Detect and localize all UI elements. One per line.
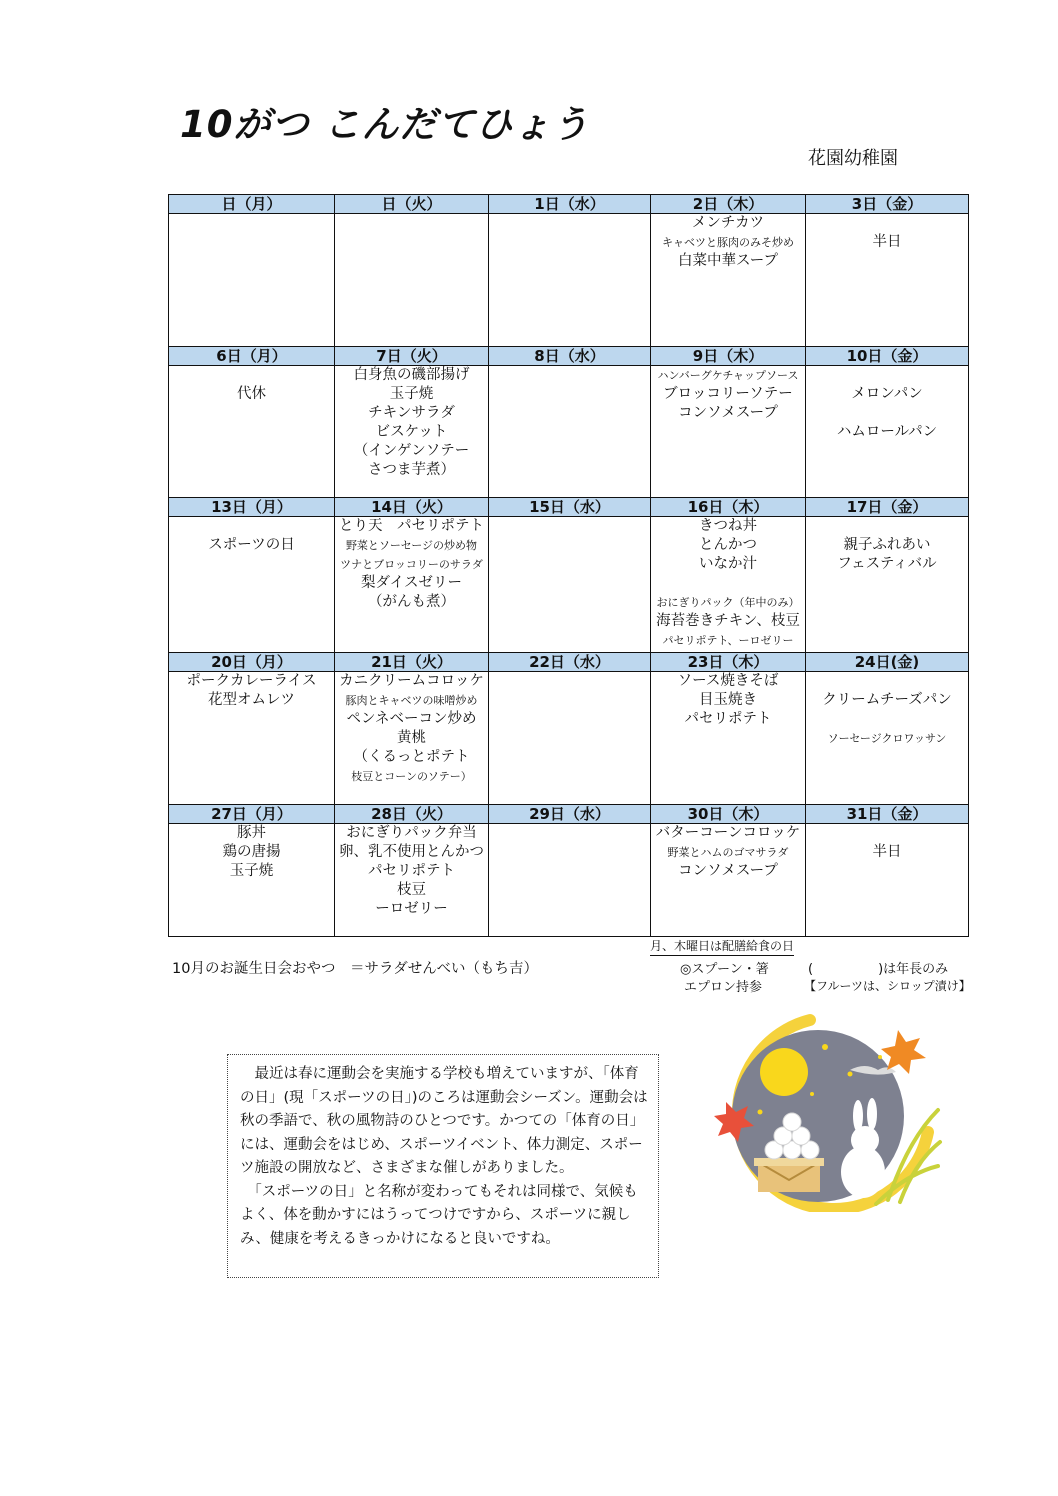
- nencho-note: ( )は年長のみ: [808, 962, 949, 977]
- menu-cell: [169, 365, 335, 497]
- menu-item: 玉子焼: [229, 862, 274, 879]
- menu-item: きつね丼: [699, 518, 757, 535]
- menu-item: 枝豆: [397, 881, 426, 898]
- menu-cell: [169, 672, 335, 804]
- menu-item: おにぎりパック（年中のみ）: [656, 596, 800, 610]
- menu-cell: [806, 214, 969, 346]
- menu-item: いなか汁: [699, 556, 757, 573]
- menu-item: 白菜中華スープ: [677, 253, 779, 270]
- day-header: 22日（水）: [489, 652, 651, 671]
- day-header-row: [169, 195, 969, 214]
- menu-cell: [489, 672, 651, 804]
- day-header: 日（月）: [169, 195, 335, 214]
- menu-cell: [489, 214, 651, 346]
- day-header-row: [169, 652, 969, 671]
- menu-item: 黄桃: [397, 730, 426, 747]
- menu-item: 半日: [872, 843, 902, 860]
- menu-item: 半日: [872, 234, 902, 251]
- day-header: 17日（金）: [806, 498, 969, 517]
- menu-cell: [335, 517, 489, 652]
- menu-item: チキンサラダ: [368, 404, 455, 421]
- menu-item: 白身魚の磯部揚げ: [353, 366, 470, 383]
- day-header: 30日（木）: [651, 804, 806, 823]
- menu-cell: [489, 365, 651, 497]
- day-header: 31日（金）: [806, 804, 969, 823]
- menu-item: メンチカツ: [691, 215, 765, 232]
- day-header-row: [169, 346, 969, 365]
- menu-row: [169, 823, 969, 936]
- menu-item: ペンネベーコン炒め: [346, 711, 477, 728]
- menu-item: 目玉焼き: [699, 692, 757, 709]
- menu-item: とんかつ: [699, 537, 757, 554]
- menu-cell: [651, 365, 806, 497]
- school-name: 花園幼稚園: [808, 148, 898, 169]
- menu-item: 梨ダイスゼリー: [360, 575, 463, 592]
- sports-day-column: [227, 1054, 659, 1278]
- moon-viewing-icon: [700, 1012, 950, 1212]
- day-header: 21日（火）: [335, 652, 489, 671]
- menu-item: フェスティバル: [837, 556, 937, 573]
- menu-cell: [651, 517, 806, 652]
- menu-cell: [651, 823, 806, 936]
- day-header: 9日（木）: [651, 346, 806, 365]
- menu-cell: [651, 214, 806, 346]
- menu-row: [169, 517, 969, 652]
- day-header: 8日（水）: [489, 346, 651, 365]
- menu-item: （がんも煮）: [368, 594, 455, 611]
- menu-item: バターコーンコロッケ: [655, 824, 801, 841]
- menu-item: 鶏の唐揚: [222, 843, 281, 860]
- menu-item: ハムロールパン: [836, 423, 938, 440]
- day-header: 29日（水）: [489, 804, 651, 823]
- menu-item: ソーセージクロワッサン: [827, 732, 947, 746]
- day-header: 1日（水）: [489, 195, 651, 214]
- menu-row: [169, 672, 969, 804]
- day-header: 6日（月）: [169, 346, 335, 365]
- menu-item: 代休: [237, 385, 266, 402]
- menu-spacer: [806, 517, 968, 536]
- fruits-note: 【フルーツは、シロップ漬け】: [804, 979, 971, 993]
- menu-item: ツナとブロッコリーのサラダ: [340, 558, 483, 572]
- menu-cell: [169, 517, 335, 652]
- day-header: 3日（金）: [806, 195, 969, 214]
- day-header: 13日（月）: [169, 498, 335, 517]
- menu-item: 海苔巻きチキン、枝豆: [656, 613, 800, 630]
- menu-item: ーロゼリー: [375, 900, 448, 917]
- day-header: 7日（火）: [335, 346, 489, 365]
- menu-row: [169, 214, 969, 346]
- menu-item: ブロッコリーソテー: [663, 385, 793, 402]
- menu-spacer: [169, 517, 334, 536]
- menu-cell: [806, 672, 969, 804]
- menu-item: パセリポテト: [368, 862, 455, 879]
- menu-cell: [489, 823, 651, 936]
- menu-cell: [806, 517, 969, 652]
- menu-row: [169, 365, 969, 497]
- menu-item: ハンバーグケチャップソース: [657, 368, 799, 382]
- menu-item: 玉子焼: [389, 385, 434, 402]
- menu-spacer: [806, 824, 968, 843]
- spoon-note: ◎スプーン・箸: [680, 962, 769, 977]
- menu-item: おにぎりパック弁当: [346, 824, 477, 841]
- menu-item: キャベツと豚肉のみそ炒め: [662, 236, 794, 250]
- page-title: 10がつ こんだてひょう: [180, 103, 590, 146]
- menu-item: 野菜とハムのゴマサラダ: [667, 845, 789, 859]
- menu-spacer: [169, 366, 334, 385]
- menu-item: 親子ふれあい: [843, 537, 931, 554]
- day-header: 28日（火）: [335, 804, 489, 823]
- menu-item: さつま芋煮）: [368, 461, 455, 478]
- menu-cell: [169, 214, 335, 346]
- day-header: 日（火）: [335, 195, 489, 214]
- menu-spacer: [806, 214, 968, 233]
- menu-calendar: [168, 194, 969, 937]
- day-header-row: [169, 804, 969, 823]
- menu-cell: [806, 365, 969, 497]
- day-header: 15日（水）: [489, 498, 651, 517]
- menu-spacer: [806, 710, 968, 729]
- menu-item: ソース焼きそば: [677, 673, 779, 690]
- menu-item: とり天 パセリポテト: [339, 518, 484, 535]
- menu-item: パセリポテト: [684, 711, 772, 728]
- menu-cell: [335, 365, 489, 497]
- menu-cell: [335, 214, 489, 346]
- delivery-day-note: 月、木曜日は配膳給食の日: [650, 937, 794, 956]
- menu-cell: [651, 672, 806, 804]
- menu-item: コンソメスープ: [678, 404, 778, 421]
- menu-item: メロンパン: [851, 385, 923, 402]
- column-paragraph: 「スポーツの日」と名称が変わってもそれは同様で、気候もよく、体を動かすにはうってつけですから、スポーツに親しみ、健康を考えるきっかけになると良いですね。: [240, 1183, 638, 1247]
- day-header: 27日（月）: [169, 804, 335, 823]
- day-header-row: [169, 498, 969, 517]
- day-header: 16日（木）: [651, 498, 806, 517]
- birthday-snack-note: 10月のお誕生日会おやつ ＝サラダせんべい（もち吉）: [172, 961, 539, 977]
- menu-item: コンソメスープ: [678, 862, 778, 879]
- moon-icon: [760, 1048, 808, 1096]
- menu-item: ポークカレーライス: [186, 673, 317, 690]
- menu-item: クリームチーズパン: [822, 692, 952, 709]
- day-header: 23日（木）: [651, 652, 806, 671]
- day-header: 14日（火）: [335, 498, 489, 517]
- menu-item: パセリポテト、ーロゼリー: [662, 634, 794, 648]
- menu-item: 卵、乳不使用とんかつ: [339, 843, 484, 860]
- menu-cell: [806, 823, 969, 936]
- menu-item: 枝豆とコーンのソテー）: [351, 770, 472, 784]
- menu-item: ビスケット: [375, 423, 448, 440]
- menu-item: カニクリームコロッケ: [339, 673, 484, 690]
- menu-cell: [335, 823, 489, 936]
- menu-cell: [169, 823, 335, 936]
- day-header: 10日（金）: [806, 346, 969, 365]
- menu-spacer: [651, 574, 805, 593]
- menu-spacer: [806, 404, 968, 423]
- menu-item: （くるっとポテト: [353, 749, 470, 766]
- menu-item: 豚丼: [237, 824, 266, 841]
- menu-cell: [489, 517, 651, 652]
- column-paragraph: 最近は春に運動会を実施する学校も増えていますが、「体育の日」(現「スポーツの日」)のころは運動会シーズン。運動会は秋の季語で、秋の風物詩のひとつです。かつての「体育の日」には、運動会をはじめ、スポーツイベント、体力測定、スポーツ施設の開放など、さまざまな催しがありました。: [240, 1066, 648, 1176]
- menu-item: 豚肉とキャベツの味噌炒め: [345, 694, 478, 708]
- apron-note: エプロン持参: [684, 980, 763, 995]
- menu-item: 花型オムレツ: [208, 692, 295, 709]
- menu-cell: [335, 672, 489, 804]
- menu-spacer: [806, 672, 968, 691]
- menu-item: （インゲンソテー: [353, 442, 470, 459]
- day-header: 2日（木）: [651, 195, 806, 214]
- day-header: 20日（月）: [169, 652, 335, 671]
- menu-item: スポーツの日: [208, 537, 295, 554]
- day-header: 24日(金): [806, 652, 969, 671]
- menu-spacer: [806, 366, 968, 385]
- menu-item: 野菜とソーセージの炒め物: [345, 539, 478, 553]
